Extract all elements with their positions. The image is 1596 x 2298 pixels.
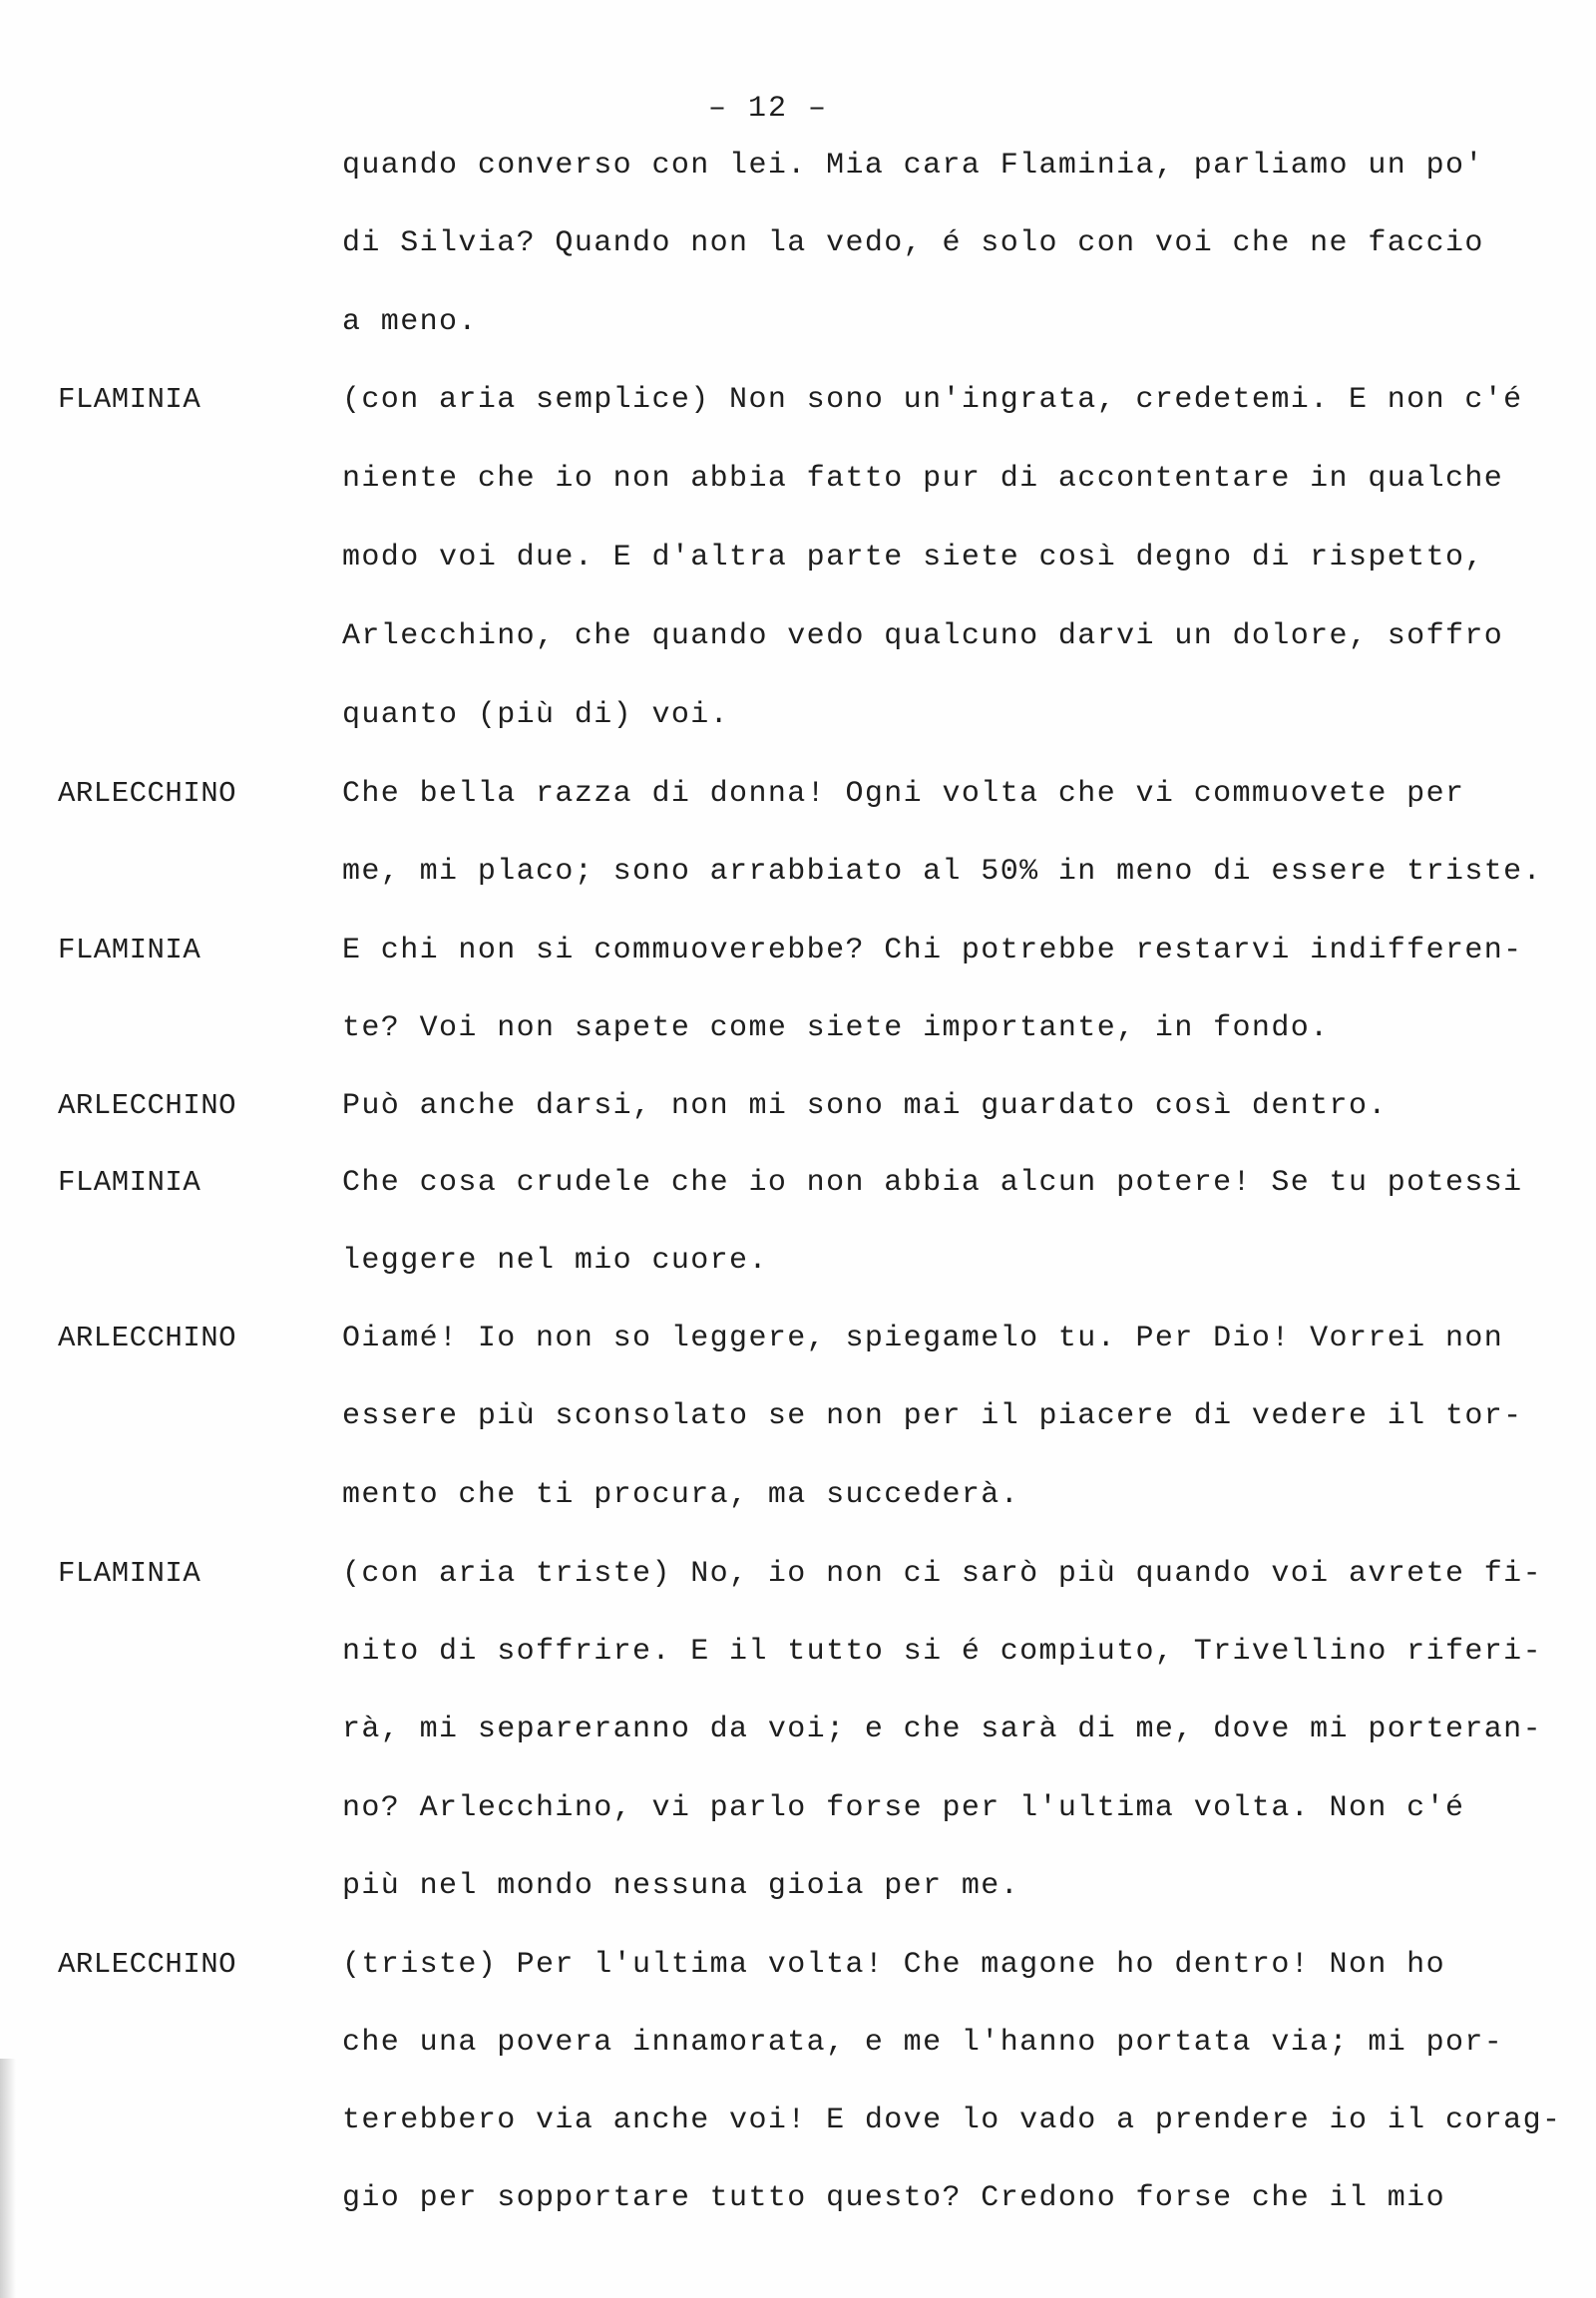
speaker-label: FLAMINIA (58, 934, 201, 966)
scan-edge-shadow (0, 2059, 16, 2298)
text-line: di Silvia? Quando non la vedo, é solo con voi che ne faccio (342, 226, 1484, 260)
text-line: quando converso con lei. Mia cara Flaminia, parliamo un po' (342, 149, 1484, 183)
text-line: essere più sconsolato se non per il piacere di vedere il tor- (342, 1399, 1523, 1433)
text-line: che una povera innamorata, e me l'hanno portata via; mi por- (342, 2026, 1504, 2060)
text-line: a meno. (342, 305, 478, 339)
text-line: mento che ti procura, ma succederà. (342, 1478, 1020, 1512)
speaker-label: ARLECCHINO (58, 1948, 237, 1981)
text-line: rà, mi separeranno da voi; e che sarà di me, dove mi porteran- (342, 1713, 1542, 1746)
text-line: Che cosa crudele che io non abbia alcun potere! Se tu potessi (342, 1166, 1523, 1200)
text-line: gio per sopportare tutto questo? Credono forse che il mio (342, 2181, 1445, 2215)
text-line: Può anche darsi, non mi sono mai guardato così dentro. (342, 1089, 1388, 1123)
text-line: no? Arlecchino, vi parlo forse per l'ultima volta. Non c'é (342, 1791, 1465, 1825)
text-line: (con aria semplice) Non sono un'ingrata, credetemi. E non c'é (342, 383, 1523, 417)
text-line: Arlecchino, che quando vedo qualcuno darvi un dolore, soffro (342, 619, 1504, 653)
text-line: terebbero via anche voi! E dove lo vado a prendere io il corag- (342, 2104, 1562, 2137)
speaker-label: FLAMINIA (58, 1166, 201, 1199)
text-line: più nel mondo nessuna gioia per me. (342, 1869, 1020, 1903)
text-line: quanto (più di) voi. (342, 698, 730, 732)
text-line: niente che io non abbia fatto pur di accontentare in qualche (342, 462, 1504, 496)
text-line: leggere nel mio cuore. (342, 1244, 768, 1278)
text-line: (triste) Per l'ultima volta! Che magone ho dentro! Non ho (342, 1948, 1445, 1982)
text-line: modo voi due. E d'altra parte siete così degno di rispetto, (342, 541, 1484, 574)
speaker-label: ARLECCHINO (58, 1089, 237, 1122)
text-line: (con aria triste) No, io non ci sarò più quando voi avrete fi- (342, 1557, 1542, 1591)
speaker-label: FLAMINIA (58, 1557, 201, 1590)
speaker-label: ARLECCHINO (58, 777, 237, 810)
speaker-label: FLAMINIA (58, 383, 201, 416)
speaker-label: ARLECCHINO (58, 1322, 237, 1354)
text-line: Che bella razza di donna! Ogni volta che vi commuovete per (342, 777, 1465, 811)
text-line: nito di soffrire. E il tutto si é compiuto, Trivellino riferi- (342, 1635, 1542, 1669)
page-number: – 12 – (707, 92, 829, 126)
text-line: Oiamé! Io non so leggere, spiegamelo tu. Per Dio! Vorrei non (342, 1322, 1504, 1355)
text-line: te? Voi non sapete come siete importante, in fondo. (342, 1011, 1330, 1045)
text-line: me, mi placo; sono arrabbiato al 50% in meno di essere triste. (342, 855, 1542, 889)
text-line: E chi non si commuoverebbe? Chi potrebbe restarvi indifferen- (342, 934, 1523, 967)
